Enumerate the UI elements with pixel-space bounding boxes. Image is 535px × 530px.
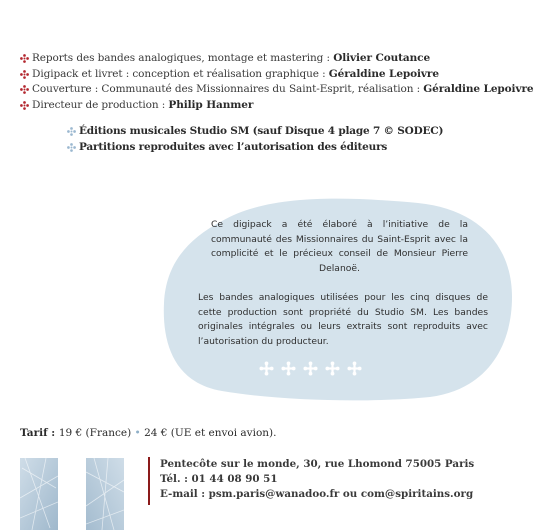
red-flower-icon [20, 85, 29, 94]
credit-line [20, 82, 533, 98]
ornament-cross-icon [325, 361, 340, 376]
credit-label: Directeur de production : [32, 98, 169, 111]
note-paragraph-1: Ce digipack a été élaboré à l’initiative de la communauté des Missionnaires du Saint-Esprit avec la complicité et le précieux conseil de Monsieur Pierre Delanoë. [211, 219, 468, 274]
editions-list [67, 124, 443, 155]
edition-text: Partitions reproduites avec l’autorisation des éditeurs [79, 140, 388, 153]
credit-line [20, 67, 533, 83]
edition-line [67, 124, 443, 140]
blue-flower-icon [67, 143, 76, 152]
price-line [20, 427, 277, 439]
credits-list [20, 51, 533, 113]
credit-name: Géraldine Lepoivre [328, 67, 439, 80]
credit-name: Olivier Coutance [333, 52, 431, 64]
contact-phone: Tél. : 01 44 08 90 51 [160, 473, 278, 485]
blue-flower-icon [67, 127, 76, 136]
cover-thumbnail-image [20, 458, 58, 530]
price-world: 24 € (UE et envoi avion). [144, 427, 277, 439]
price-separator: • [131, 427, 145, 439]
credit-line [20, 98, 533, 114]
contact-address: Pentecôte sur le monde, 30, rue Lhomond 75005 Paris [160, 458, 475, 470]
red-flower-icon [20, 101, 29, 110]
credit-name: Philip Hanmer [168, 98, 254, 111]
ornament-cross-icon [281, 361, 296, 376]
credit-label: Digipack et livret : conception et réalisation graphique : [32, 67, 329, 80]
decorative-crosses [259, 361, 362, 376]
credit-line [20, 51, 533, 67]
edition-text: Éditions musicales Studio SM (sauf Disque 4 plage 7 © SODEC) [79, 125, 444, 137]
credit-name: Géraldine Lepoivre [423, 83, 534, 95]
contact-block [148, 457, 474, 505]
edition-line [67, 140, 443, 156]
contact-email: E-mail : psm.paris@wanadoo.fr ou com@spiritains.org [160, 488, 474, 500]
ornament-cross-icon [259, 361, 274, 376]
red-flower-icon [20, 70, 29, 79]
note-paragraph-2: Les bandes analogiques utilisées pour les cinq disques de cette production sont propriété du Studio SM. Les bandes originales intégrales ou leurs extraits sont reproduits avec l’autorisation du producteur. [198, 292, 488, 347]
credit-label: Reports des bandes analogiques, montage et mastering : [32, 52, 334, 64]
red-flower-icon [20, 54, 29, 63]
cover-thumbnail-image [86, 458, 124, 530]
ornament-cross-icon [303, 361, 318, 376]
price-france: 19 € (France) [58, 427, 132, 439]
ornament-cross-icon [347, 361, 362, 376]
credit-label: Couverture : Communauté des Missionnaires du Saint-Esprit, réalisation : [32, 83, 424, 95]
price-label: Tarif : [20, 427, 59, 439]
